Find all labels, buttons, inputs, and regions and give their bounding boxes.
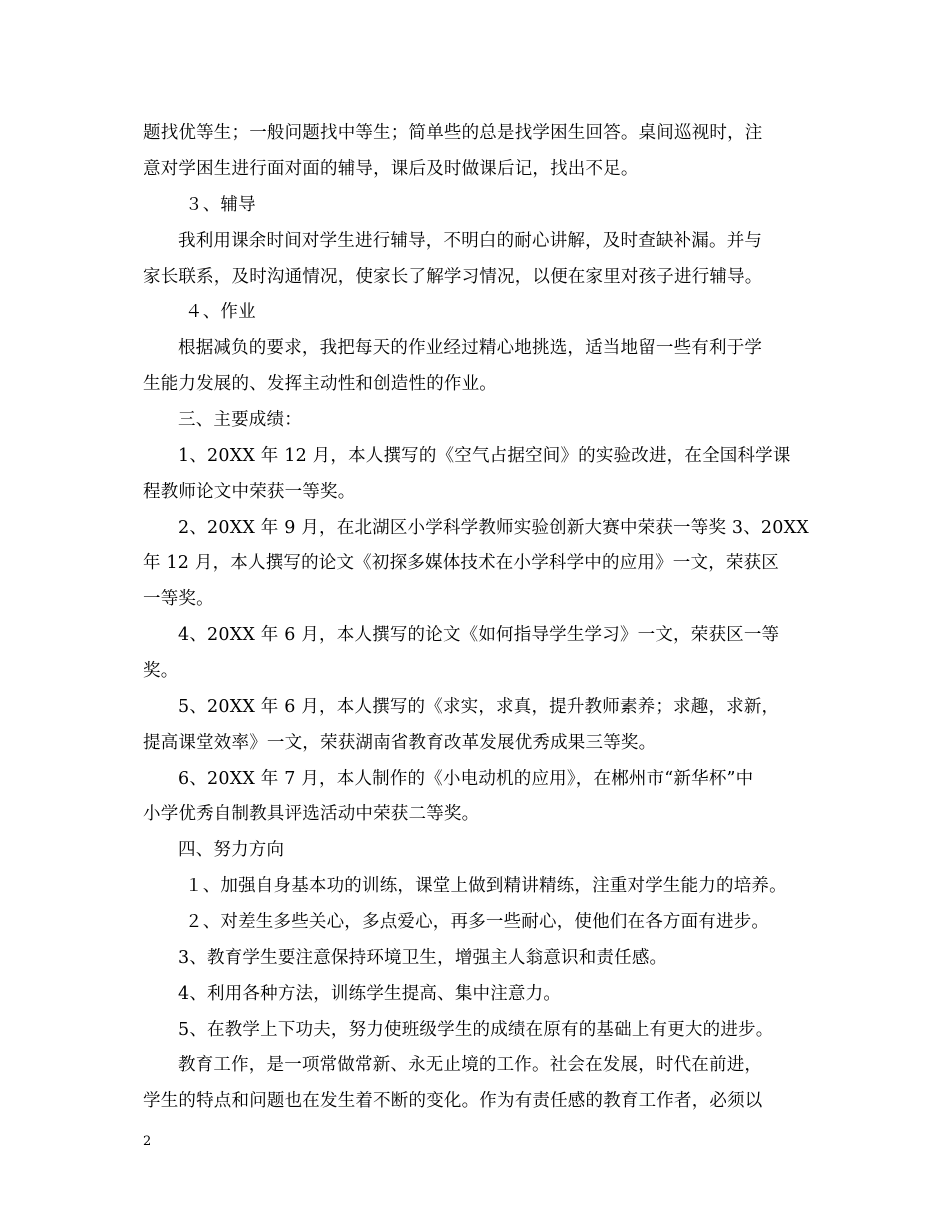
text-line: 2、20XX 年 9 月，在北湖区小学科学教师实验创新大赛中荣获一等奖 3、20XX — [178, 518, 809, 538]
section-heading: 四、努力方向 — [178, 840, 285, 860]
page-number: 2 — [143, 1134, 152, 1149]
section-heading: ３、辅导 — [185, 195, 256, 215]
section-heading: ４、作业 — [185, 302, 256, 322]
text-line: 年 12 月，本人撰写的论文《初探多媒体技术在小学科学中的应用》一文，荣获区 — [143, 553, 779, 573]
text-line: 1、20XX 年 12 月，本人撰写的《空气占据空间》的实验改进，在全国科学课 — [178, 446, 791, 466]
text-line: 3、教育学生要注意保持环境卫生，增强主人翁意识和责任感。 — [178, 948, 668, 968]
text-line: 小学优秀自制教具评选活动中荣获二等奖。 — [143, 804, 480, 824]
section-heading: 三、主要成绩： — [178, 410, 302, 430]
text-line: 一等奖。 — [143, 589, 214, 609]
text-line: 题找优等生；一般问题找中等生；简单些的总是找学困生回答。桌间巡视时，注 — [143, 123, 763, 143]
text-line: １、加强自身基本功的训练，课堂上做到精讲精练，注重对学生能力的培养。 — [185, 876, 787, 896]
text-line: 5、20XX 年 6 月，本人撰写的《求实，求真，提升教师素养；求趣，求新， — [178, 697, 780, 717]
text-line: 程教师论文中荣获一等奖。 — [143, 482, 356, 502]
text-line: 生能力发展的、发挥主动性和创造性的作业。 — [143, 374, 497, 394]
text-line: 教育工作，是一项常做常新、永无止境的工作。社会在发展，时代在前进， — [178, 1055, 763, 1075]
text-line: ２、对差生多些关心，多点爱心，再多一些耐心，使他们在各方面有进步。 — [185, 912, 770, 932]
text-line: 6、20XX 年 7 月，本人制作的《小电动机的应用》，在郴州市“新华杯”中 — [178, 769, 754, 789]
text-line: 4、利用各种方法，训练学生提高、集中注意力。 — [178, 984, 562, 1004]
text-line: 意对学困生进行面对面的辅导，课后及时做课后记，找出不足。 — [143, 159, 639, 179]
text-line: 家长联系，及时沟通情况，使家长了解学习情况，以便在家里对孩子进行辅导。 — [143, 267, 763, 287]
text-line: 5、在教学上下功夫，努力使班级学生的成绩在原有的基础上有更大的进步。 — [178, 1020, 774, 1040]
text-line: 提高课堂效率》一文，荣获湖南省教育改革发展优秀成果三等奖。 — [143, 733, 657, 753]
text-line: 我利用课余时间对学生进行辅导，不明白的耐心讲解，及时查缺补漏。并与 — [178, 231, 763, 251]
text-line: 奖。 — [143, 661, 179, 681]
text-line: 学生的特点和问题也在发生着不断的变化。作为有责任感的教育工作者，必须以 — [143, 1091, 763, 1111]
text-line: 4、20XX 年 6 月，本人撰写的论文《如何指导学生学习》一文，荣获区一等 — [178, 625, 780, 645]
text-line: 根据减负的要求，我把每天的作业经过精心地挑选，适当地留一些有利于学 — [178, 338, 763, 358]
